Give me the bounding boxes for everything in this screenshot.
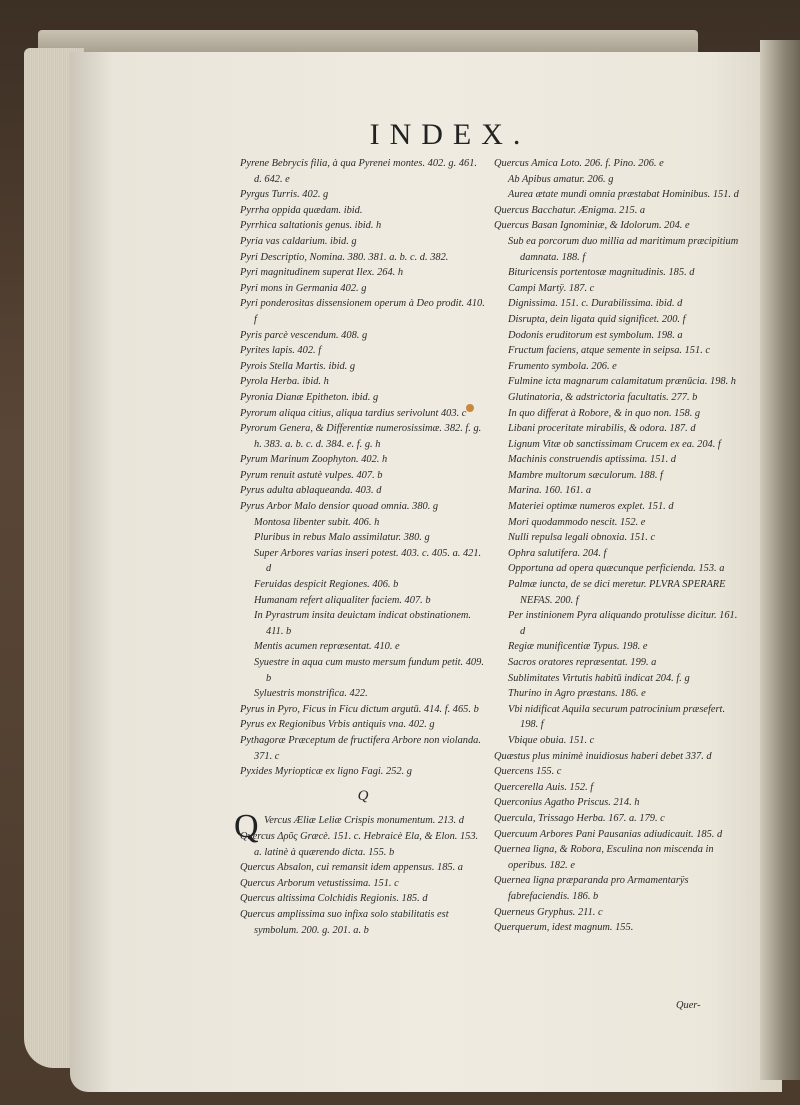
index-entry [494,172,742,188]
index-entry-text: Mori quodammodo nescit. 152. e [508,516,646,528]
index-entry [240,390,486,406]
left-column [234,156,486,938]
index-entry-text: Pyxides Myriopticæ ex ligno Fagi. 252. g [240,766,412,778]
index-entry-text: Pyri Descriptio, Nomina. 380. 381. a. b. c. d. 382. [240,251,449,263]
dropcap-letter: Q [234,808,259,846]
index-entry [494,905,742,921]
index-entry-text: Quercens 155. c [494,766,562,778]
index-entry [494,218,742,234]
index-entry-text: Quercus altissima Colchidis Regionis. 185. d [240,893,428,905]
index-entry [494,265,742,281]
index-entry [494,281,742,297]
index-entry [240,686,486,702]
index-entry [240,546,486,577]
index-entry-text: Pyrum renuit astutè vulpes. 407. b [240,469,383,481]
index-entry [494,437,742,453]
index-entry [240,593,486,609]
index-entry [240,374,486,390]
index-entry [494,655,742,671]
index-entry [494,749,742,765]
index-entry-text: Pyri mons in Germania 402. g [240,282,367,294]
index-entry [494,546,742,562]
index-entry [240,281,486,297]
facing-page-edge [760,40,800,1080]
index-entry-text: Thurino in Agro præstans. 186. e [508,688,646,700]
index-entry-text: Pyrus Arbor Malo densior quoad omnia. 380. g [240,501,439,513]
index-entry-text: Querquerum, idest magnum. 155. [494,922,634,934]
index-entry [494,827,742,843]
index-entry-text: Quercus Basan Ignominiæ, & Idolorum. 204. e [494,220,690,232]
q-entries [240,829,486,938]
index-entry-text: Lignum Vitæ ob sanctissimam Crucem ex ea. 204. f [508,438,721,450]
index-entry-text: Pyrola Herba. ibid. h [240,376,329,388]
index-entry [494,483,742,499]
index-entry-text: Machinis construendis aptissima. 151. d [508,454,676,466]
index-entry-text: Pyrus ex Regionibus Vrbis antiquis vna. 402. g [240,719,435,731]
index-entry [494,203,742,219]
index-entry [240,250,486,266]
index-entry [240,733,486,764]
index-entry [494,468,742,484]
index-entry-text: Nulli repulsa legali obnoxia. 151. c [508,532,656,544]
index-entry [240,515,486,531]
index-entry-text: Materiei optimæ numeros explet. 151. d [508,501,674,513]
index-entry-text: Querneus Gryphus. 211. c [494,906,603,918]
index-entry [494,795,742,811]
index-entry [240,328,486,344]
index-entry [240,156,486,187]
index-entry-text: Marina. 160. 161. a [508,485,592,497]
index-entry [494,764,742,780]
page-title: INDEX. [369,118,531,151]
index-entry-text: Dodonis eruditorum est symbolum. 198. a [508,329,683,341]
index-entry [240,499,486,515]
index-entry-text: Sublimitates Virtutis habitū indicat 204. f. g [508,672,690,684]
index-entry-text: Pyrorum Genera, & Differentiæ numerosissimæ. 382. f. g. h. 383. a. b. c. d. 384. e. f. g. h [240,423,482,450]
index-entry [494,842,742,873]
index-entry-text: Pyris parcè vescendum. 408. g [240,329,368,341]
index-entry [494,639,742,655]
index-entry [494,561,742,577]
index-entry-text: Palmæ iuncta, de se dici meretur. PLVRA SPERARE NEFAS. 200. f [508,579,726,606]
index-entry-text: Quercus Bacchatur. Ænigma. 215. a [494,204,646,216]
index-entry-text: Mentis acumen repræsentat. 410. e [254,641,400,653]
index-entry-text: Pyrorum aliqua citius, aliqua tardius serivolunt 403. c [240,407,467,419]
index-entry-text: In quo differat à Robore, & in quo non. 158. g [508,407,701,419]
index-entry-text: Syluestris monstrifica. 422. [254,688,368,700]
index-entry-text: Per instinionem Pyra aliquando protulisse dicitur. 161. d [508,610,738,637]
index-entry-text: Pyrrha oppida quædam. ibid. [240,204,363,216]
index-entry-text: Pyrgus Turris. 402. g [240,189,329,201]
index-entry-text: Aurea ætate mundi omnia præstabat Hominibus. 151. d [508,189,739,201]
index-entry-text: Quercus Arborum vetustissima. 151. c [240,877,399,889]
index-entry-text: Ab Apibus amatur. 206. g [508,173,614,185]
index-entry [240,421,486,452]
index-entry [494,406,742,422]
index-entry-text: Pyrene Bebrycis filia, à qua Pyrenei montes. 402. g. 461. d. 642. e [240,158,478,185]
index-entry [240,218,486,234]
index-entry [494,499,742,515]
dropcap-entry-text: Vercus Æliæ Leliæ Crispis monumentum. 213. d [264,815,464,827]
index-entry [240,702,486,718]
index-entry [494,296,742,312]
index-entry [240,296,486,327]
index-entry-text: Sub ea porcorum duo millia ad maritimum præcipitium damnata. 188. f [508,235,739,263]
index-entry [240,468,486,484]
index-entry [494,374,742,390]
index-entry-text: Fructum faciens, atque semente in seipsa. 151. c [508,345,710,357]
index-entry [240,359,486,375]
index-entry-text: Quernea ligna præparanda pro Armamentarÿs fabrefaciendis. 186. b [494,875,689,902]
index-entry-text: Campi Martÿ. 187. c [508,282,595,294]
index-entry [240,655,486,686]
index-entry [494,733,742,749]
index-entry [240,764,486,780]
index-entry [240,406,486,422]
index-entry-text: Pyrus in Pyro, Ficus in Ficu dictum argutū. 414. f. 465. b [240,703,479,715]
catchword: Quer- [676,1000,701,1011]
index-entry [494,873,742,904]
index-entry-text: Syuestre in aqua cum musto mersum fundum petit. 409. b [254,657,484,684]
index-entry [240,452,486,468]
index-entry [494,156,742,172]
index-entry-text: Sacros oratores repræsentat. 199. a [508,657,657,668]
index-entry-text: Fulmine icta magnarum calamitatum prænūcia. 198. h [508,376,737,388]
index-entry-text: Pyri ponderositas dissensionem operum à Deo prodit. 410. f [240,298,485,325]
index-entry-text: Opportuna ad opera quæcunque perficienda. 153. a [508,563,725,575]
index-entry-text: Pyrus adulta ablaqueanda. 403. d [240,485,382,497]
index-entry-text: Glutinatoria, & adstrictoria facultatis. 277. b [508,391,698,403]
index-entry-text: Ophra salutifera. 204. f [508,547,607,559]
index-entry [494,421,742,437]
index-entry-text: Dignissima. 151. c. Durabilissima. ibid. d [508,298,683,310]
index-entry-text: Super Arbores varias inseri potest. 403. c. 405. a. 421. d [254,547,482,575]
right-column [494,156,742,936]
index-entry [494,452,742,468]
right-entries [494,156,742,936]
index-entry-text: Quernea ligna, & Robora, Esculina non miscenda in operibus. 182. e [494,844,714,871]
index-entry [494,811,742,827]
index-entry [240,639,486,655]
index-entry-text: Montosa libenter subit. 406. h [254,516,380,528]
index-entry [240,234,486,250]
index-entry-text: Quercerella Auis. 152. f [494,781,594,793]
index-entry-text: Pythagoræ Præceptum de fructifera Arbore non violanda. 371. c [240,734,481,762]
index-entry-text: Quercus amplissima suo infixa solo stabilitatis est symbolum. 200. g. 201. a. b [240,908,449,936]
index-entry [494,343,742,359]
index-entry [494,359,742,375]
index-entry-text: Pyri magnitudinem superat Ilex. 264. h [240,267,404,279]
index-entry [494,702,742,733]
index-entry [494,780,742,796]
index-entry-text: Pluribus in rebus Malo assimilatur. 380. g [254,532,430,544]
index-entry-text: Mambre multorum sæculorum. 188. f [508,469,663,481]
index-entry-text: Quæstus plus minimè inuidiosus haberi debet 337. d [494,750,712,762]
index-entry [240,265,486,281]
index-entry-text: Quercula, Trissago Herba. 167. a. 179. c [494,812,665,824]
index-entry [240,203,486,219]
index-entry-text: Vbi nidificat Aquila securum patrocinium præsefert. 198. f [508,703,726,731]
index-entry [494,187,742,203]
index-entry [240,860,486,876]
index-entry [494,577,742,608]
index-entry-text: Quercus Absalon, cui remansit idem appensus. 185. a [240,862,463,874]
index-entry-text: In Pyrastrum insita deuictam indicat obstinationem. 411. b [254,610,472,637]
index-entry [240,187,486,203]
index-entry-text: Querconius Agatho Priscus. 214. h [494,797,640,809]
index-entry [240,829,486,860]
index-entry [494,920,742,936]
index-entry [240,343,486,359]
index-entry-text: Pyria vas caldarium. ibid. g [240,235,357,247]
section-letter: Q [357,787,369,804]
index-entry-text: Vbique obuia. 151. c [508,734,595,746]
index-entry [240,876,486,892]
index-entry [240,483,486,499]
index-entry [494,686,742,702]
index-entry-text: Pyrois Stella Martis. ibid. g [240,360,356,372]
left-entries [240,156,486,780]
index-entry-text: Pyronia Dianæ Epitheton. ibid. g [240,391,379,403]
index-entry-text: Quercuum Arbores Pani Pausanias adiudicauit. 185. d [494,828,723,840]
index-entry-text: Disrupta, dein ligata quid significet. 200. f [508,313,686,325]
index-entry-text: Humanam refert aliqualiter faciem. 407. b [254,594,431,606]
index-entry [240,717,486,733]
index-entry-text: Feruidas despicit Regiones. 406. b [254,579,399,591]
index-entry [494,234,742,265]
index-entry-text: Bituricensis portentosæ magnitudinis. 185. d [508,267,695,279]
index-entry-text: Frumento symbola. 206. e [508,360,617,372]
index-entry [240,530,486,546]
index-entry [494,390,742,406]
index-entry [494,608,742,639]
index-entry [240,608,486,639]
index-entry [240,891,486,907]
index-entry-text: Quercus Amica Loto. 206. f. Pino. 206. e [494,158,664,169]
index-entry [494,312,742,328]
index-entry [494,530,742,546]
index-entry [240,907,486,938]
index-entry [240,577,486,593]
index-entry-text: Libani proceritate mirabilis, & odora. 187. d [508,423,696,435]
index-entry-text: Pyrrhica saltationis genus. ibid. h [240,220,382,232]
index-entry [494,328,742,344]
index-entry [494,515,742,531]
index-entry-text: Pyrites lapis. 402. f [240,345,322,357]
index-entry-text: Quercus Δρῦς Græcè. 151. c. Hebraicè Ela, & Elon. 153. a. latinè à quærendo dicta. 155. b [240,830,479,858]
index-entry [494,671,742,687]
index-entry-text: Regiæ munificentiæ Typus. 198. e [508,641,648,653]
index-entry-text: Pyrum Marinum Zoophyton. 402. h [240,454,388,466]
